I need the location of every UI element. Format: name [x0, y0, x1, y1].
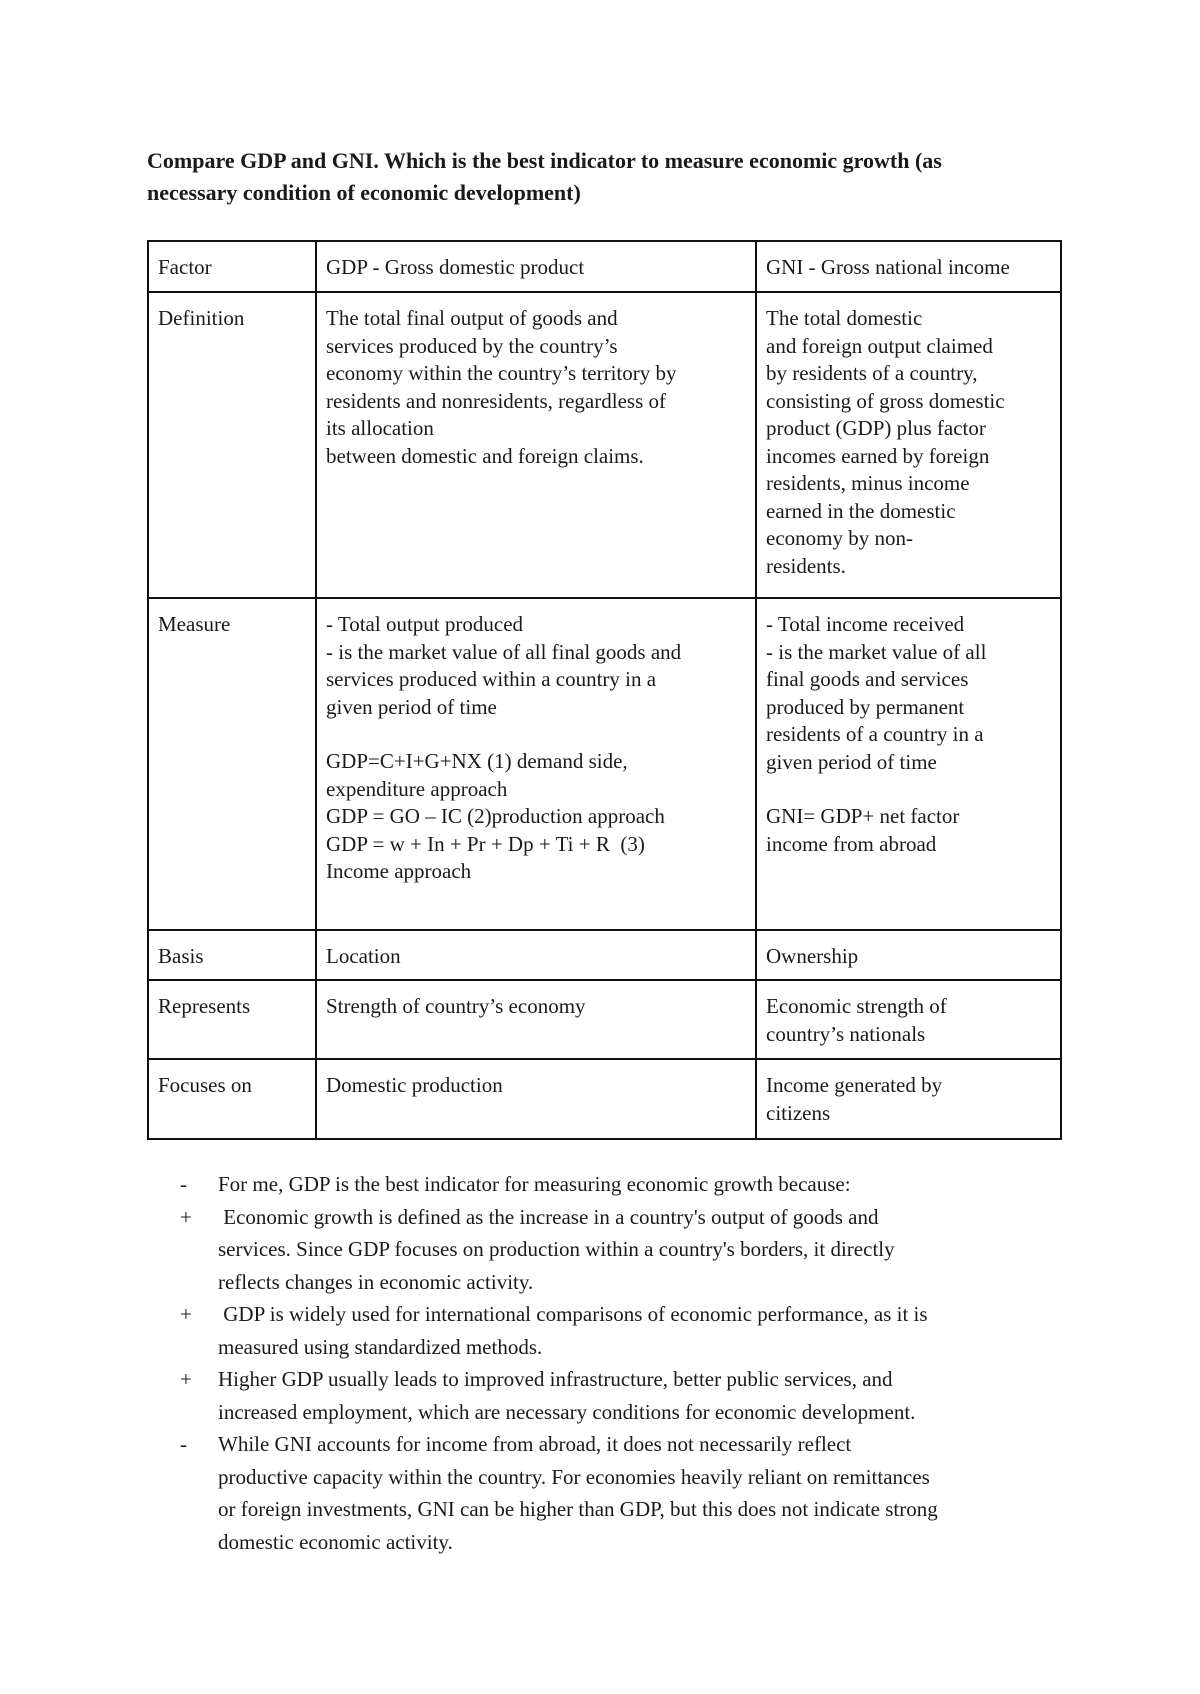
title-line-1: Compare GDP and GNI. Which is the best indicator to measure economic growth (as: [147, 148, 942, 173]
text-line: given period of time: [326, 694, 497, 719]
text-line: between domestic and foreign claims.: [326, 443, 644, 468]
list-item-text: [218, 1298, 1080, 1363]
text-line: domestic economic activity.: [218, 1529, 453, 1554]
list-item: [180, 1201, 1080, 1299]
text-line: citizens: [766, 1100, 831, 1125]
list-marker: +: [180, 1204, 192, 1229]
text-line: given period of time: [766, 749, 937, 774]
cell-gdp-represents: Strength of country’s economy: [316, 980, 756, 1059]
text-line: incomes earned by foreign: [766, 443, 990, 468]
cell-gni-definition: [756, 292, 1061, 598]
text-line: consisting of gross domestic: [766, 388, 1005, 413]
text-line: final goods and services: [766, 667, 969, 691]
text-line: product (GDP) plus factor: [766, 416, 986, 440]
text-line: services. Since GDP focuses on production within a country's borders, it directly: [218, 1237, 895, 1261]
list-item: [180, 1428, 1080, 1558]
cell-gni-measure: [756, 598, 1061, 930]
text-line: residents.: [766, 553, 846, 578]
text-line: Income generated by: [766, 1073, 943, 1097]
text-line: GNI= GDP+ net factor: [766, 804, 960, 828]
text-line: GDP=C+I+G+NX (1) demand side,: [326, 749, 628, 773]
text-line: - Total output produced: [326, 612, 524, 636]
text-line: residents of a country in a: [766, 722, 984, 746]
cell-gdp-basis: Location: [316, 930, 756, 980]
text-line: productive capacity within the country. For economies heavily reliant on remittances: [218, 1464, 930, 1489]
comparison-table: [147, 240, 1062, 1140]
text-line: - is the market value of all: [766, 639, 987, 664]
text-line: The total final output of goods and: [326, 306, 618, 330]
text-line: services produced within a country in a: [326, 667, 657, 691]
list-marker: -: [180, 1432, 187, 1456]
paragraph-gap: [766, 776, 1051, 803]
table-row-definition: [148, 292, 1061, 598]
cell-factor-focuses-on: Focuses on: [148, 1059, 316, 1139]
text-line: increased employment, which are necessary conditions for economic development.: [218, 1399, 916, 1424]
text-line: earned in the domestic: [766, 498, 956, 523]
text-line: residents and nonresidents, regardless of: [326, 388, 666, 413]
text-line: GDP is widely used for international comparisons of economic performance, as it is: [218, 1302, 928, 1326]
text-line: Higher GDP usually leads to improved infrastructure, better public services, and: [218, 1367, 893, 1391]
cell-gdp-focuses-on: Domestic production: [316, 1059, 756, 1139]
table-row-represents: [148, 980, 1061, 1059]
text-line: reflects changes in economic activity.: [218, 1269, 534, 1294]
cell-factor-basis: Basis: [148, 930, 316, 980]
text-line: its allocation: [326, 416, 434, 440]
list-marker: -: [180, 1172, 187, 1196]
cell-factor-represents: Represents: [148, 980, 316, 1059]
text-line: - Total income received: [766, 612, 965, 636]
header-gni: GNI - Gross national income: [756, 241, 1061, 292]
cell-gni-focuses-on: [756, 1059, 1061, 1139]
header-gdp: GDP - Gross domestic product: [316, 241, 756, 292]
text-line: Economic growth is defined as the increase in a country's output of goods and: [218, 1204, 879, 1229]
title-line-2: necessary condition of economic development): [147, 180, 581, 205]
paragraph-gap: [326, 721, 746, 748]
cell-gni-basis: Ownership: [756, 930, 1061, 980]
header-factor: Factor: [148, 241, 316, 292]
text-line: income from abroad: [766, 831, 937, 856]
text-line: Economic strength of: [766, 994, 947, 1018]
conclusion-list: [180, 1168, 1080, 1558]
list-item: [180, 1298, 1080, 1363]
text-line: The total domestic: [766, 306, 923, 330]
text-line: residents, minus income: [766, 471, 970, 495]
table-header-row: [148, 241, 1061, 292]
list-marker: +: [180, 1367, 192, 1391]
text-line: Income approach: [326, 859, 472, 883]
text-line: - is the market value of all final goods and: [326, 639, 682, 664]
text-line: by residents of a country,: [766, 361, 978, 385]
cell-gdp-definition: [316, 292, 756, 598]
list-item-text: [218, 1201, 1080, 1299]
list-item: [180, 1363, 1080, 1428]
text-line: GDP = w + In + Pr + Dp + Ti + R (3): [326, 831, 645, 856]
document-title: [147, 145, 1067, 209]
text-line: or foreign investments, GNI can be higher than GDP, but this does not indicate strong: [218, 1497, 938, 1521]
cell-factor-definition: Definition: [148, 292, 316, 598]
table-row-measure: [148, 598, 1061, 930]
text-line: While GNI accounts for income from abroad, it does not necessarily reflect: [218, 1432, 852, 1456]
text-line: expenditure approach: [326, 776, 508, 801]
text-line: For me, GDP is the best indicator for measuring economic growth because:: [218, 1172, 851, 1196]
text-line: measured using standardized methods.: [218, 1334, 543, 1359]
cell-factor-measure: Measure: [148, 598, 316, 930]
list-item: [180, 1168, 1080, 1201]
list-item-text: [218, 1363, 1080, 1428]
text-line: GDP = GO – IC (2)production approach: [326, 804, 665, 828]
table-row-basis: [148, 930, 1061, 980]
text-line: produced by permanent: [766, 694, 965, 719]
text-line: and foreign output claimed: [766, 333, 993, 358]
text-line: economy within the country’s territory by: [326, 361, 677, 385]
list-marker: +: [180, 1302, 192, 1326]
text-line: services produced by the country’s: [326, 333, 618, 358]
cell-gdp-measure: [316, 598, 756, 930]
table-row-focuses-on: [148, 1059, 1061, 1139]
cell-gni-represents: [756, 980, 1061, 1059]
text-line: country’s nationals: [766, 1021, 926, 1046]
list-item-text: [218, 1168, 1080, 1201]
text-line: economy by non-: [766, 526, 913, 550]
list-item-text: [218, 1428, 1080, 1558]
